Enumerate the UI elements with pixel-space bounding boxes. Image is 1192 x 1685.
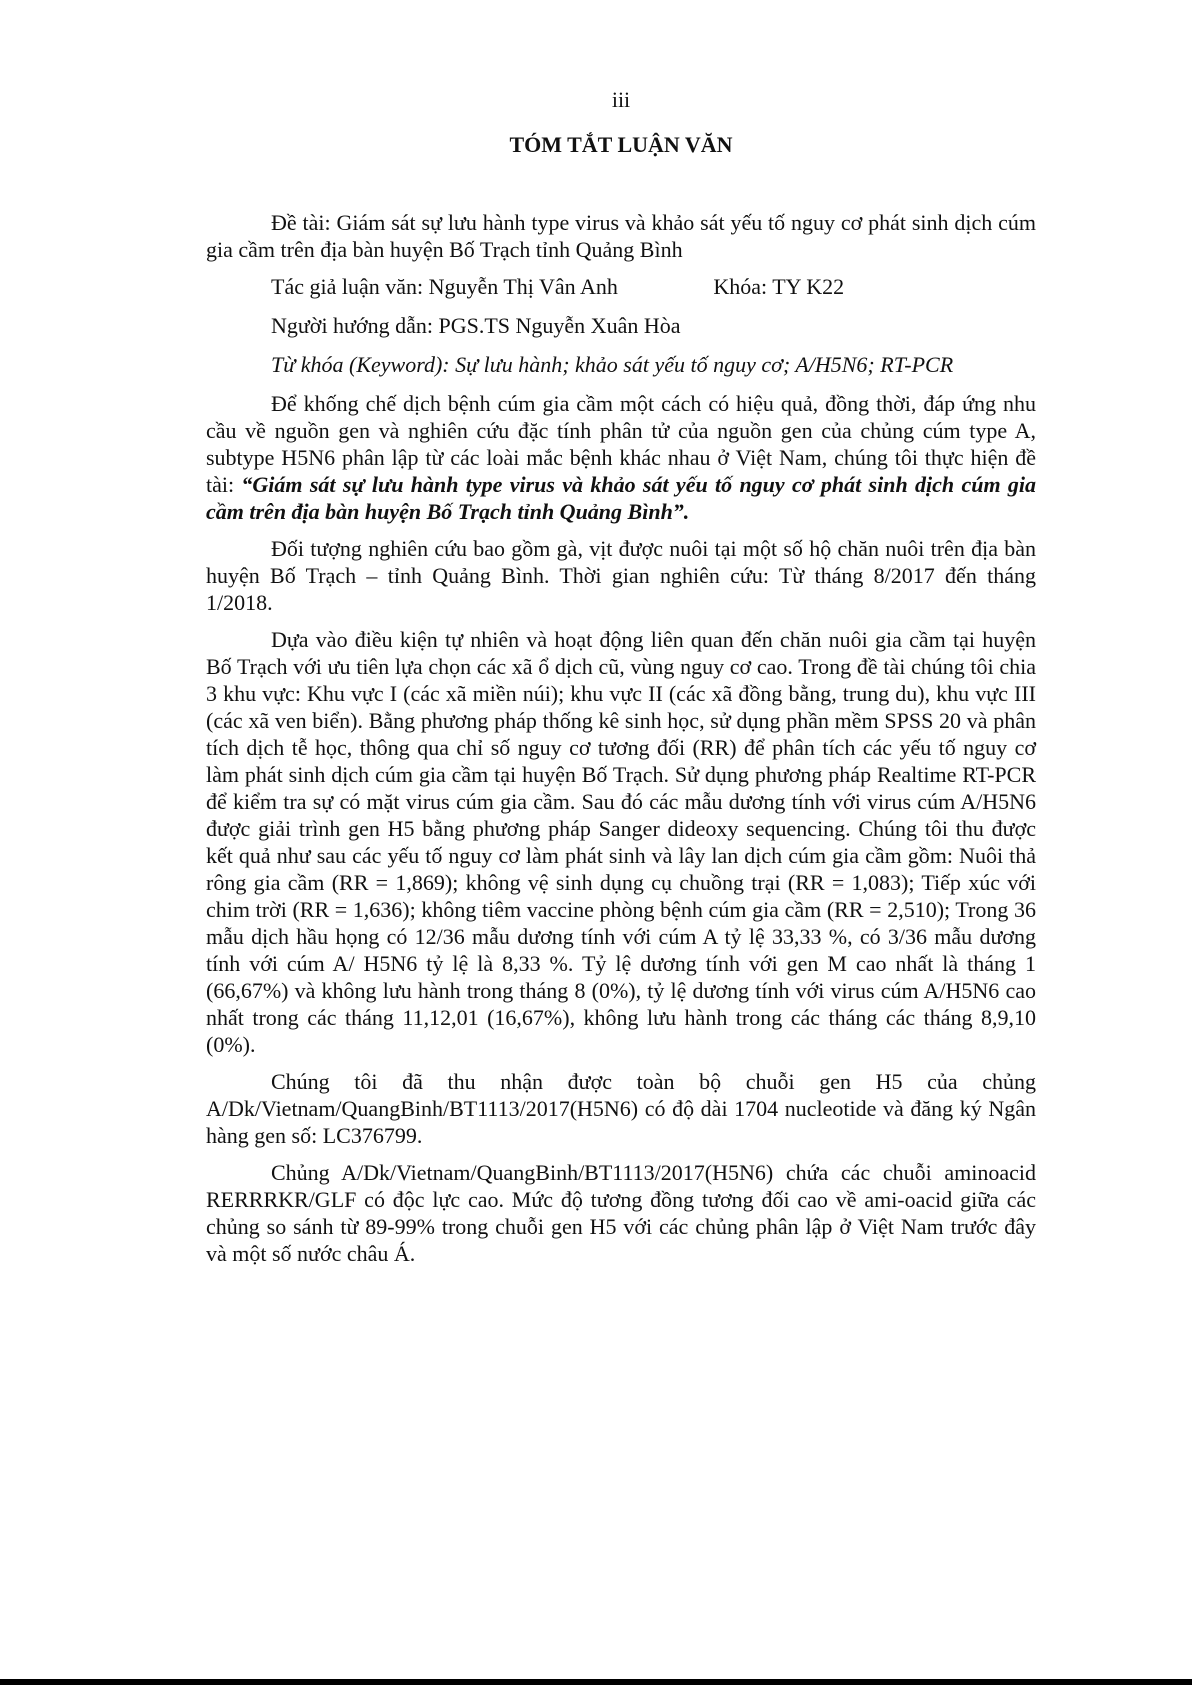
- bottom-edge-rule: [0, 1679, 1192, 1685]
- document-body: [206, 209, 1036, 1277]
- keywords-line: Từ khóa (Keyword): Sự lưu hành; khảo sát yếu tố nguy cơ; A/H5N6; RT-PCR: [271, 352, 954, 377]
- author-line: [206, 273, 1036, 300]
- intro-paragraph: [206, 390, 1036, 525]
- page-number: iii: [611, 87, 631, 112]
- topic-paragraph: Đề tài: Giám sát sự lưu hành type virus và khảo sát yếu tố nguy cơ phát sinh dịch cúm gia cầm trên địa bàn huyện Bố Trạch tỉnh Quảng Bình: [206, 210, 1036, 262]
- intro-emphasis: “Giám sát sự lưu hành type virus và khảo sát yếu tố nguy cơ phát sinh dịch cúm gia cầm trên địa bàn huyện Bố Trạch tỉnh Quảng Bình”.: [206, 472, 1036, 524]
- author-name: Tác giả luận văn: Nguyễn Thị Vân Anh: [271, 274, 618, 299]
- subjects-paragraph: Đối tượng nghiên cứu bao gồm gà, vịt được nuôi tại một số hộ chăn nuôi trên địa bàn huyện Bố Trạch – tỉnh Quảng Bình. Thời gian nghiên cứu: Từ tháng 8/2017 đến tháng 1/2018.: [206, 536, 1036, 615]
- methods-paragraph: Dựa vào điều kiện tự nhiên và hoạt động liên quan đến chăn nuôi gia cầm tại huyện Bố Trạch với ưu tiên lựa chọn các xã ổ dịch cũ, vùng nguy cơ cao. Trong đề tài chúng tôi chia 3 khu vực: Khu vực I (các xã miền núi); khu vực II (các xã đồng bằng, trung du), khu vực III (các xã ven biển). Bằng phương pháp thống kê sinh học, sử dụng phần mềm SPSS 20 và phân tích dịch tễ học, thông qua chỉ số nguy cơ tương đối (RR) để phân tích các yếu tố nguy cơ làm phát sinh dịch cúm gia cầm tại huyện Bố Trạch. Sử dụng phương pháp Realtime RT-PCR để kiểm tra sự có mặt virus cúm gia cầm. Sau đó các mẫu dương tính với virus cúm A/H5N6 được giải trình gen H5 bằng phương pháp Sanger dideoxy sequencing. Chúng tôi thu được kết quả như sau các yếu tố nguy cơ làm phát sinh và lây lan dịch cúm gia cầm gồm: Nuôi thả rông gia cầm (RR = 1,869); không vệ sinh dụng cụ chuồng trại (RR = 1,083); Tiếp xúc với chim trời (RR = 1,636); không tiêm vaccine phòng bệnh cúm gia cầm (RR = 2,510); Trong 36 mẫu dịch hầu họng có 12/36 mẫu dương tính với cúm A tỷ lệ 33,33 %, có 3/36 mẫu dương tính với cúm A/ H5N6 tỷ lệ là 8,33 %. Tỷ lệ dương tính với gen M cao nhất là tháng 1 (66,67%) và không lưu hành trong tháng 8 (0%), tỷ lệ dương tính với virus cúm A/H5N6 cao nhất trong các tháng 11,12,01 (16,67%), không lưu hành trong các tháng các tháng 8,9,10 (0%).: [206, 627, 1036, 1057]
- course-label: Khóa: TY K22: [713, 274, 845, 299]
- strain-result-paragraph: Chủng A/Dk/Vietnam/QuangBinh/BT1113/2017(H5N6) chứa các chuỗi aminoacid RERRRKR/GLF có độc lực cao. Mức độ tương đồng tương đối cao về ami-oacid giữa các chủng so sánh từ 89-99% trong chuỗi gen H5 với các chủng phân lập ở Việt Nam trước đây và một số nước châu Á.: [206, 1160, 1036, 1266]
- advisor-line: Người hướng dẫn: PGS.TS Nguyễn Xuân Hòa: [271, 313, 681, 338]
- intro-text: Để khống chế dịch bệnh cúm gia cầm một cách có hiệu quả, đồng thời, đáp ứng nhu cầu về nguồn gen và nghiên cứu đặc tính phân tử của nguồn gen của chủng cúm type A, subtype H5N6 phân lập từ các loài mắc bệnh khác nhau ở Việt Nam, chúng tôi thực hiện đề tài:: [206, 391, 1036, 497]
- document-title: TÓM TẮT LUẬN VĂN: [509, 132, 733, 157]
- gene-result-paragraph: Chúng tôi đã thu nhận được toàn bộ chuỗi gen H5 của chủng A/Dk/Vietnam/QuangBinh/BT1113/2017(H5N6) có độ dài 1704 nucleotide và đăng ký Ngân hàng gen số: LC376799.: [206, 1069, 1036, 1148]
